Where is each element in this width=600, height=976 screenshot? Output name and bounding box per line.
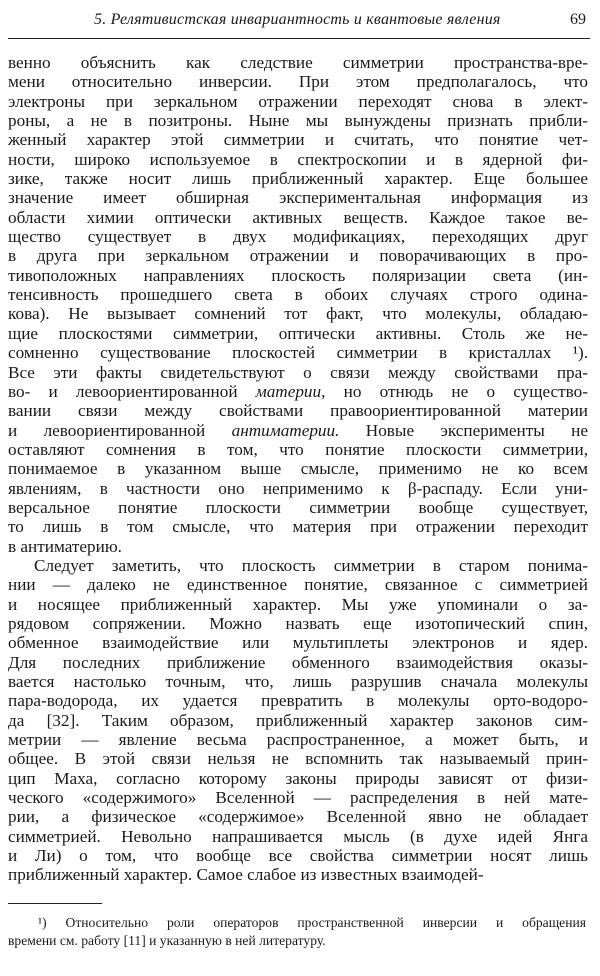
text-segment: сомненно существование плоскостей симметрии в кристаллах ¹). xyxy=(8,343,588,363)
text-segment: , но отнюдь не о существо- xyxy=(321,381,588,401)
text-segment: версальное понятие плоскости симметрии вообще существует, xyxy=(8,497,588,517)
text-line xyxy=(8,266,588,285)
text-segment: роны, а не в позитроны. Ныне мы вынуждены признать прибли- xyxy=(8,111,588,131)
text-line xyxy=(8,865,588,884)
text-segment: Следует заметить, что плоскость симметрии в старом понима- xyxy=(34,555,588,575)
text-line xyxy=(8,382,588,401)
text-line xyxy=(8,343,588,362)
text-segment: обменное взаимодействие или мультиплеты электронов и ядер. xyxy=(8,633,588,653)
text-line xyxy=(8,459,588,478)
text-line xyxy=(8,401,588,420)
text-line xyxy=(8,304,588,323)
footnote-rule xyxy=(8,903,102,904)
footnote xyxy=(8,914,586,950)
text-segment: во- и левоориентированной xyxy=(8,381,256,401)
text-segment: щество существует в двух модификациях, переходящих друг xyxy=(8,227,588,247)
text-segment: да [32]. Таким образом, приближенный характер законов сим- xyxy=(8,710,588,730)
text-line xyxy=(8,498,588,517)
text-line xyxy=(8,827,588,846)
text-segment: области химии оптически активных веществ. Каждое такое ве- xyxy=(8,207,588,227)
text-segment: мени относительно инверсии. При этом предполагалось, что xyxy=(8,72,588,92)
page-number: 69 xyxy=(570,11,586,28)
text-segment: и левоориентированной xyxy=(8,420,232,440)
text-segment: общее. В этой связи нельзя не вспомнить так называемый прин- xyxy=(8,749,588,769)
text-line xyxy=(8,479,588,498)
text-segment: тивоположных направлениях плоскость поляризации света (ин- xyxy=(8,265,588,285)
text-line xyxy=(8,633,588,652)
running-title: 5. Релятивистская инвариантность и квантовые явления xyxy=(94,11,501,28)
text-segment: цип Маха, согласно которому законы природы зависят от физи- xyxy=(8,768,588,788)
text-segment: вается настолько точным, что, лишь разрушив сначала молекулы xyxy=(8,672,588,691)
text-segment: симметрией. Невольно напрашивается мысль (в духе идей Янга xyxy=(8,826,588,846)
text-line xyxy=(8,169,588,188)
text-line xyxy=(8,614,588,633)
text-line xyxy=(8,150,588,169)
text-segment: щие плоскостями симметрии, оптически активны. Столь же не- xyxy=(8,323,588,343)
text-line xyxy=(8,208,588,227)
header-rule xyxy=(8,38,590,39)
text-line xyxy=(8,227,588,246)
text-segment: в антиматерию. xyxy=(8,536,122,556)
text-segment: ности, широко используемое в спектроскопии и в ядерной фи- xyxy=(8,149,588,169)
text-line xyxy=(8,246,588,265)
text-segment: то лишь в том смысле, что материя при отражении переходит xyxy=(8,517,588,537)
text-segment: оставляют сомнения в том, что понятие плоскости симметрии, xyxy=(8,439,588,459)
text-segment: электроны при зеркальном отражении переходят снова в элект- xyxy=(8,91,588,111)
text-line xyxy=(8,285,588,304)
text-segment: зике, также носит лишь приближенный характер. Еще большее xyxy=(8,169,588,189)
text-segment: вании связи между свойствами правоориентированной материи xyxy=(8,401,588,421)
text-line xyxy=(8,188,588,207)
text-segment: рядовом сопряжении. Можно назвать еще изотопический спин, xyxy=(8,613,588,633)
running-header xyxy=(8,9,588,33)
text-line xyxy=(8,653,588,672)
text-segment: Все эти факты свидетельствуют о связи между свойствами пра- xyxy=(8,362,588,382)
text-line xyxy=(8,807,588,826)
text-line xyxy=(8,130,588,149)
text-line xyxy=(8,111,588,130)
text-segment: рии, а физическое «содержимое» Вселенной явно не обладает xyxy=(8,807,588,827)
text-segment: понимаемое в указанном выше смысле, применимо не ко всем xyxy=(8,459,588,479)
footnote-line: времени см. работу [11] и указанную в ней литературу. xyxy=(8,933,326,948)
text-line xyxy=(8,595,588,614)
text-line xyxy=(8,711,588,730)
text-segment: тенсивность прошедшего света в обоих случаях строго одина- xyxy=(8,285,588,305)
text-segment: явлениям, в частности оно неприменимо к β-распаду. Если уни- xyxy=(8,478,588,498)
text-line xyxy=(8,537,588,556)
text-segment: значение имеет обширная экспериментальная информация из xyxy=(8,188,588,208)
text-segment: Для последних приближение обменного взаимодействия оказы- xyxy=(8,652,588,672)
text-segment: и носящее приближенный характер. Мы уже упоминали о за- xyxy=(8,594,588,614)
italic-term: материи xyxy=(255,381,322,401)
text-segment: приближенный характер. Самое слабое из известных взаимодей- xyxy=(8,865,484,885)
text-line xyxy=(8,517,588,536)
text-line xyxy=(8,672,588,691)
text-line xyxy=(8,846,588,865)
italic-term: антиматерии. xyxy=(231,420,340,440)
text-segment: и Ли) о том, что вообще все свойства симметрии носят лишь xyxy=(8,846,588,866)
body-text xyxy=(8,53,588,885)
text-line xyxy=(8,92,588,111)
text-line xyxy=(8,749,588,768)
text-line xyxy=(8,53,588,72)
text-segment: нии — далеко не единственное понятие, связанное с симметрией xyxy=(8,575,588,595)
text-line xyxy=(8,730,588,749)
text-line xyxy=(8,691,588,710)
text-segment: метрии — явление весьма распространенное, а может быть, и xyxy=(8,730,588,750)
text-line xyxy=(8,421,588,440)
text-segment: в друга при зеркальном отражении и поворачивающих в про- xyxy=(8,246,588,266)
text-segment: пара-водорода, их удается превратить в молекулы орто-водоро- xyxy=(8,691,588,711)
text-segment: женный характер этой симметрии и считать, что понятие чет- xyxy=(8,130,588,150)
text-line xyxy=(8,769,588,788)
text-line xyxy=(8,324,588,343)
text-line xyxy=(8,556,588,575)
text-line xyxy=(8,440,588,459)
text-line xyxy=(8,363,588,382)
text-segment: ческого «содержимого» Вселенной — распределения в ней мате- xyxy=(8,788,588,808)
text-segment: Новые эксперименты не xyxy=(339,420,589,440)
text-segment: кова). Не вызывает сомнений тот факт, что молекулы, обладаю- xyxy=(8,304,588,324)
footnote-line: ¹) Относительно роли операторов пространственной инверсии и обращения xyxy=(38,915,586,930)
text-segment: венно объяснить как следствие симметрии пространства-вре- xyxy=(8,53,588,72)
text-line xyxy=(8,72,588,91)
text-line xyxy=(8,575,588,594)
text-line xyxy=(8,788,588,807)
